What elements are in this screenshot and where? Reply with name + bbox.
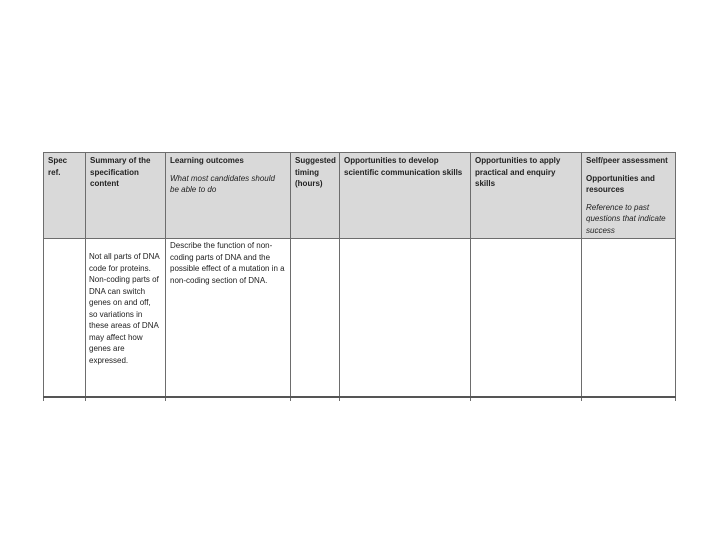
cell-practical-skills: [471, 239, 582, 398]
header-assessment-label: Self/peer assessment: [586, 156, 668, 165]
header-assessment-subtitle: Opportunities and resources: [586, 173, 655, 194]
cell-timing: [291, 239, 340, 398]
header-row: [44, 153, 676, 239]
cell-learning-outcome: Describe the function of non-coding parts of DNA and the possible effect of a mutation in a non-coding section of DNA.: [166, 239, 291, 398]
header-learning-outcomes: [166, 153, 291, 239]
header-assessment-reference: Reference to past questions that indicate success: [586, 202, 666, 235]
header-timing-label: Suggested timing (hours): [295, 156, 336, 188]
header-learning-outcomes-subtitle: What most candidates should be able to do: [170, 173, 275, 194]
header-spec-ref-label: Spec ref.: [48, 156, 68, 177]
header-scientific-communication-label: Opportunities to develop scientific communication skills: [344, 156, 463, 177]
header-practical-skills: [471, 153, 582, 239]
cell-summary: Not all parts of DNA code for proteins. Non-coding parts of DNA can switch genes on and off, so variations in these areas of DNA may affect how genes are expressed.: [86, 239, 166, 398]
table-row-continuation: [44, 397, 676, 401]
header-timing: [291, 153, 340, 239]
header-self-peer-assessment: [582, 153, 676, 239]
header-spec-ref: [44, 153, 86, 239]
table-row: [44, 239, 676, 398]
header-summary: [86, 153, 166, 239]
header-learning-outcomes-label: Learning outcomes: [170, 156, 244, 165]
cell-assessment: [582, 239, 676, 398]
header-practical-skills-label: Opportunities to apply practical and enquiry skills: [475, 156, 561, 188]
scheme-of-work-table: [43, 152, 676, 401]
cell-spec-ref: [44, 239, 86, 398]
header-scientific-communication: [340, 153, 471, 239]
header-summary-label: Summary of the specification content: [90, 156, 151, 188]
cell-scientific-communication: [340, 239, 471, 398]
